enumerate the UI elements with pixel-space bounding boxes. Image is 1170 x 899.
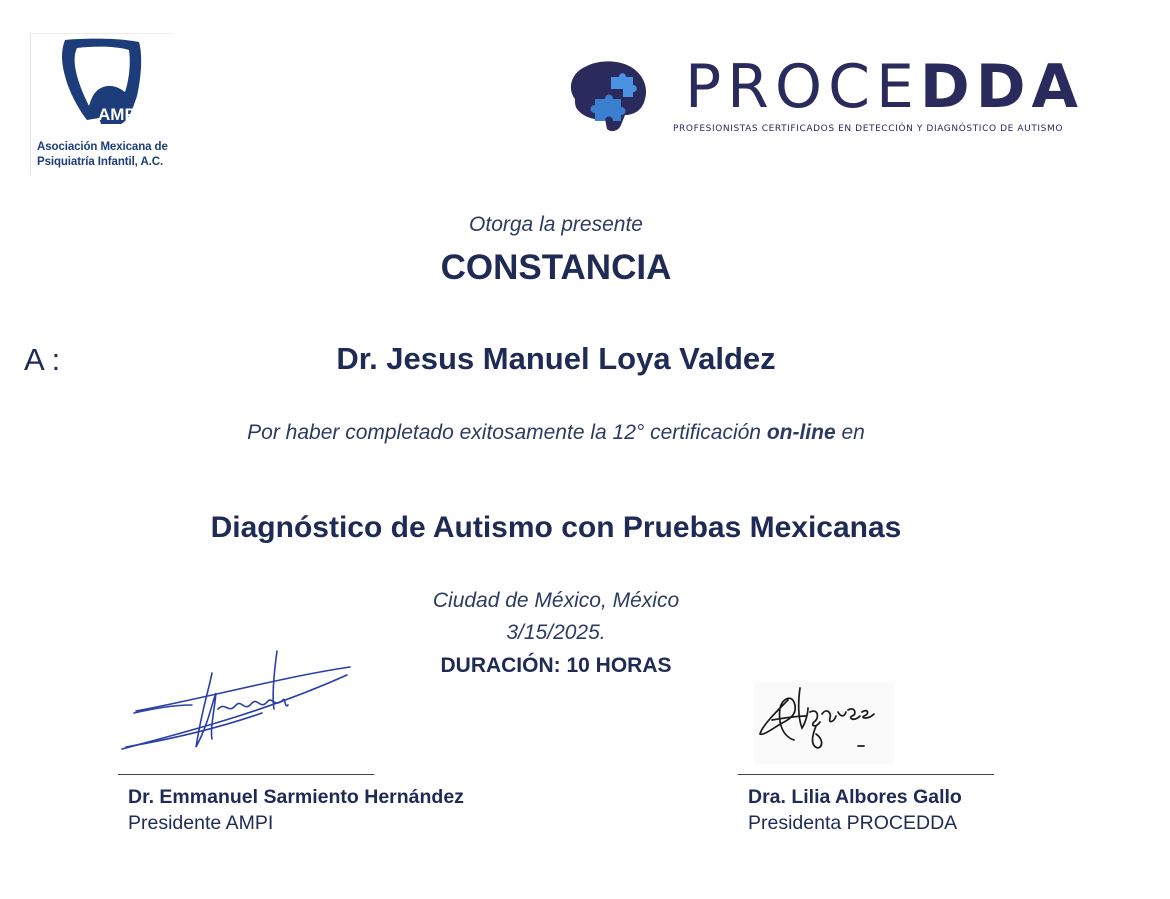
signer-role-right: Presidenta PROCEDDA [748,812,958,834]
recipient-name: Dr. Jesus Manuel Loya Valdez [336,341,776,376]
reason-before: Por haber completado exitosamente la 12° certificación [247,421,767,444]
ampi-name-line1: Asociación Mexicana de [37,141,168,153]
intro-text: Otorga la presente [469,213,643,236]
date-text: 3/15/2025. [506,621,606,644]
reason-bold: on-line [766,421,836,444]
duration-text: DURACIÓN: 10 HORAS [440,654,672,677]
ampi-name-line2: Psiquiatría Infantil, A.C. [37,156,164,168]
reason-after: en [835,421,865,444]
recipient-label: A : [24,342,61,377]
course-title: Diagnóstico de Autismo con Pruebas Mexicanas [210,511,902,544]
signature-left [112,643,357,758]
reason-text [0,421,1112,445]
signer-role-left: Presidente AMPI [128,812,274,834]
procedda-wordmark [685,52,1084,122]
procedda-word-heavy: DDA [919,52,1084,122]
brain-puzzle-icon [565,59,649,133]
certificate-title: CONSTANCIA [440,248,672,287]
procedda-word-light: PROCE [685,52,920,122]
signature-right [754,682,894,764]
ampi-mark-text: AMPI [98,105,141,124]
procedda-tagline: PROFESIONISTAS CERTIFICADOS EN DETECCIÓN Y DIAGNÓSTICO DE AUTISMO [673,124,1064,134]
ampi-logo [30,33,172,175]
ampi-tooth-icon [57,36,147,128]
signature-line-left [118,774,374,775]
signer-name-left: Dr. Emmanuel Sarmiento Hernández [128,786,464,808]
signer-name-right: Dra. Lilia Albores Gallo [748,786,962,808]
location-text: Ciudad de México, México [432,589,680,612]
signature-line-right [738,774,994,775]
